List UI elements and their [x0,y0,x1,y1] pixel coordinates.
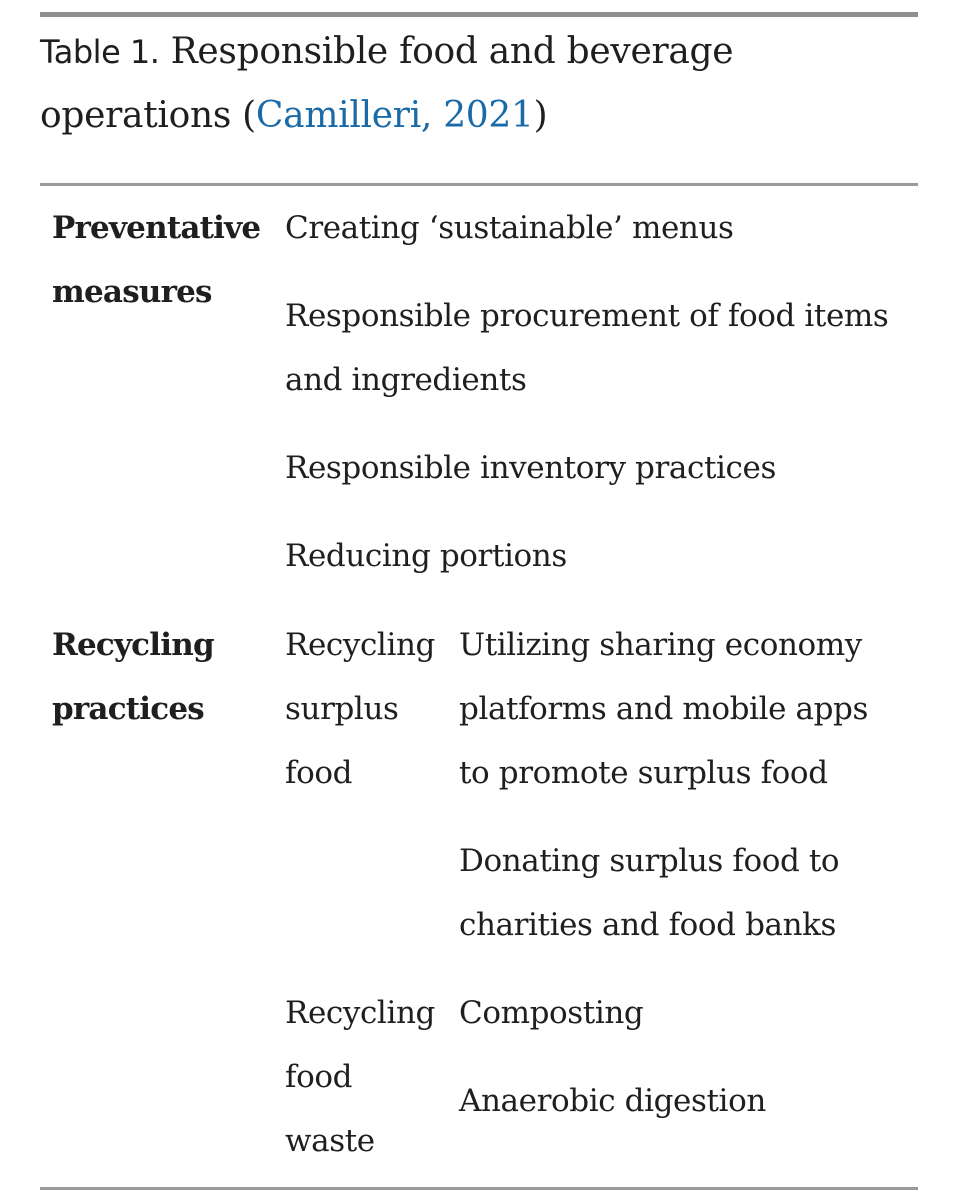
table-caption [40,20,900,148]
table-cell-procurement-line-2: and ingredients [285,362,527,398]
section-heading-recycling-line-2: practices [52,691,204,727]
citation-link[interactable]: Camilleri, 2021 [255,95,534,136]
table-cell-procurement-line-1: Responsible procurement of food items [285,298,889,334]
table-cell-sharing-economy-line-2: platforms and mobile apps [459,691,868,727]
subgroup-food-waste-line-2: food [285,1059,353,1095]
table-cell-portions: Reducing portions [285,538,567,574]
table-cell-sustainable-menus: Creating ‘sustainable’ menus [285,210,734,246]
table-cell-donating-line-1: Donating surplus food to [459,843,840,879]
table-cell-anaerobic-digestion: Anaerobic digestion [459,1083,766,1119]
section-heading-recycling-line-1: Recycling [52,627,214,663]
table-cell-inventory: Responsible inventory practices [285,450,776,486]
table-cell-sharing-economy-line-1: Utilizing sharing economy [459,627,862,663]
table-cell-sharing-economy-line-3: to promote surplus food [459,755,828,791]
caption-close-paren: ) [533,95,548,136]
table-cell-donating-line-2: charities and food banks [459,907,837,943]
subgroup-surplus-food-line-3: food [285,755,353,791]
subgroup-surplus-food-line-2: surplus [285,691,399,727]
table-number: Table 1. [40,33,160,71]
subgroup-surplus-food-line-1: Recycling [285,627,435,663]
section-heading-preventative-line-2: measures [52,274,212,310]
table-cell-composting: Composting [459,995,644,1031]
subgroup-food-waste-line-1: Recycling [285,995,435,1031]
table-bottom-rule [40,1187,918,1190]
subgroup-food-waste-line-3: waste [285,1123,375,1159]
caption-title: Responsible food and beverage operations ( [40,31,734,136]
section-heading-preventative-line-1: Preventative [52,210,261,246]
table-top-rule [40,12,918,17]
header-rule [40,183,918,186]
